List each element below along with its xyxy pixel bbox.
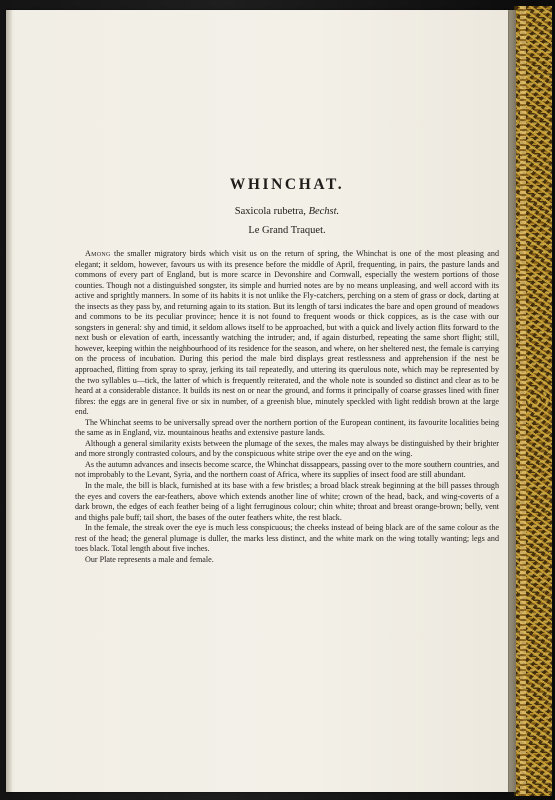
- latin-species: Saxicola rubetra,: [234, 206, 306, 217]
- paragraph-text: the smaller migratory birds which visit us on the return of spring, the Whinchat is one of the most pleasing and elegant; it seldom, however, favours us with its presence before the middle of April, frequenting, in pairs, the pasture lands and commons of every part of England, but is more scarce in Devonshire and Cornwall, especially the western portions of those counties. Though not a distinguished songster, its simple and hurried notes are by no means unpleasing, and well accord with its active and sprightly manners. In some of its habits it is not unlike the Fly-catchers, perching on a stem of grass or dock, darting at the insects as they pass by, and returning again to its station. But its length of tarsi indicates the bare and open ground of meadows and commons to be its peculiar province; hence it is not found to frequent woods or thick coppices, as is the case with our songsters in general: shy and timid, it seldom allows itself to be approached, but with a quick and lively action flits forward to the next bush or elevation of earth, incessantly watching the intruder; and, if again disturbed, repeating the same short flight; still, however, keeping within the neighbourhood of its residence for the season, and where, on her sheltered nest, the female is carrying on the process of incubation. During this period the male bird displays great restlessness and apprehension if the nest be approached, flitting from spray to spray, jerking its tail repeatedly, and uttering its querulous note, which may be represented by the two syllables u—tick, the latter of which is frequently reiterated, and the whole note is sounded so distinct and clear as to be heard at a considerable distance. It builds its nest on or near the ground, and forms it principally of coarse grasses lined with finer fibres: the eggs are in general five or six in number, of a greenish blue, minutely speckled with light reddish brown at the large end.: [75, 249, 499, 417]
- latin-authority: Bechst.: [308, 206, 340, 217]
- paragraph-initial-word: Among: [85, 249, 111, 258]
- paragraph-text: Our Plate represents a male and female.: [85, 554, 214, 564]
- page-left-edge: [6, 10, 12, 792]
- page-title: WHINCHAT.: [229, 176, 345, 193]
- paragraph-text: In the female, the streak over the eye is much less conspicuous; the cheeks instead of being black are of the same colour as the rest of the head; the general plumage is duller, the marks less distinct, and the white mark on the wing totally wanting; legs and toes black. Total length about five inches.: [75, 523, 499, 554]
- paragraph-1: [75, 249, 499, 418]
- paragraph-2: [75, 418, 499, 439]
- paragraph-text: As the autumn advances and insects become scarce, the Whinchat dissappears, passing over to the more southern countries, and not improbably to the Levant, Syria, and the northern coast of Africa, where its supplies of insect food are still abundant.: [75, 459, 499, 480]
- paragraph-6: [75, 523, 499, 555]
- paragraph-text: Although a general similarity exists between the plumage of the sexes, the males may always be distinguished by their brighter and more strongly contrasted colours, and by the conspicuous white stripe over the eye and on the wing.: [75, 438, 499, 459]
- paragraph-4: [75, 460, 499, 481]
- paragraph-5: [75, 481, 499, 523]
- latin-name: [75, 206, 499, 217]
- gilt-page-edge: [520, 6, 526, 796]
- french-name: Le Grand Traquet.: [248, 225, 326, 236]
- paragraph-text: The Whinchat seems to be universally spread over the northern portion of the European continent, its favourite localities being the same as in England, viz. mountainous heaths and extensive pasture lands.: [75, 417, 499, 438]
- paragraph-7: [75, 555, 499, 566]
- paragraph-text: In the male, the bill is black, furnished at its base with a few bristles; a broad black streak beginning at the bill passes through the eyes and covers the ear-feathers, above which extends another line of white; crown of the head, back, and wing-coverts of a dark brown, the edges of each feather being of a light ferruginous colour; chin white; throat and breast orange-brown; belly, vent and thighs pale buff; tail short, the bases of the outer feathers white, the rest black.: [75, 481, 499, 522]
- paragraph-3: [75, 439, 499, 460]
- page-text-block: [75, 176, 499, 565]
